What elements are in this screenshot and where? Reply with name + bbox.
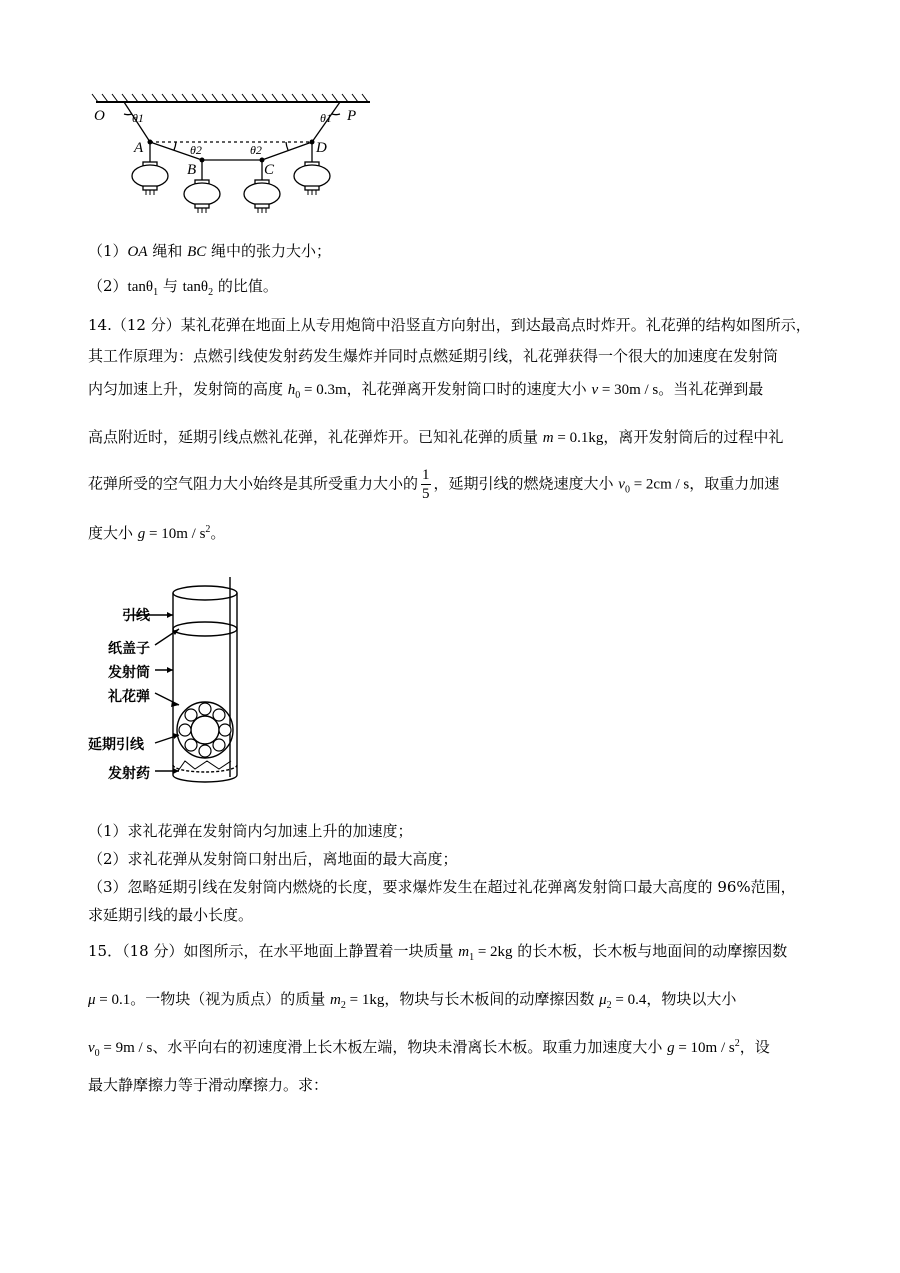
q14-line5: 花弹所受的空气阻力大小始终是其所受重力大小的 $\frac{1}{5}$ ，延期引线的燃烧速度大小 $v_0 = 2cm / s$，取重力加速 bbox=[88, 467, 780, 502]
lantern-icons bbox=[132, 162, 330, 208]
lantern-figure bbox=[90, 92, 380, 227]
q14-sub2: （2）求礼花弹从发射筒口射出后，离地面的最大高度； bbox=[88, 850, 458, 868]
q13-sub2: （2）tanθ$_1$ 与 tanθ$_2$ 的比值。 bbox=[88, 277, 278, 298]
label-fuse: 引线 bbox=[122, 608, 150, 624]
fraction-one-fifth: $\frac{1}{5}$ bbox=[422, 467, 430, 502]
q14-line6: 度大小 $g = 10m / s^2$。 bbox=[88, 524, 226, 542]
label-shell: 礼花弹 bbox=[108, 689, 150, 705]
label-launch-tube: 发射筒 bbox=[108, 665, 150, 681]
q14-line2: 其工作原理为：点燃引线使发射药发生爆炸并同时点燃延期引线，礼花弹获得一个很大的加速度在发射筒 bbox=[88, 347, 779, 365]
q14-sub3-line1: （3）忽略延期引线在发射筒内燃烧的长度，要求爆炸发生在超过礼花弹离发射筒口最大高度的 96%范围， bbox=[88, 878, 796, 896]
point-B: B bbox=[187, 162, 197, 178]
point-A: A bbox=[134, 140, 144, 156]
point-D: D bbox=[316, 140, 327, 156]
point-C: C bbox=[264, 162, 275, 178]
q15-line1: 15．（18 分）如图所示，在水平地面上静置着一块质量 $m_1 = 2kg$ 的长木板，长木板与地面间的动摩擦因数 bbox=[88, 942, 788, 963]
label-paper-lid: 纸盖子 bbox=[108, 641, 150, 657]
q14-line4: 高点附近时，延期引线点燃礼花弹，礼花弹炸开。已知礼花弹的质量 m = 0.1kg，离开发射筒后的过程中礼 bbox=[88, 428, 784, 446]
q15-line2: μ = 0.1。一物块（视为质点）的质量 $m_2 = 1kg$，物块与长木板间的动摩擦因数 $\mu_2 = 0.4$，物块以大小 bbox=[88, 990, 737, 1011]
angle-theta2-right: θ2 bbox=[250, 143, 262, 157]
angle-theta1-left: θ1 bbox=[132, 111, 144, 125]
q15-line4: 最大静摩擦力等于滑动摩擦力。求： bbox=[88, 1076, 329, 1094]
label-delay-fuse: 延期引线 bbox=[88, 737, 144, 753]
label-propellant: 发射药 bbox=[108, 766, 150, 782]
angle-theta1-right: θ1 bbox=[320, 111, 332, 125]
q15-line3: $v_0 = 9m / s$、水平向右的初速度滑上长木板左端，物块未滑离长木板。取重力加速度大小 $g = 10m / s^2$，设 bbox=[88, 1038, 770, 1059]
q14-line1: 14.（12 分）某礼花弹在地面上从专用炮筒中沿竖直方向射出，到达最高点时炸开。礼花弹的结构如图所示， bbox=[88, 316, 811, 334]
q13-sub1: （1）OA 绳和 BC 绳中的张力大小； bbox=[88, 242, 332, 260]
q14-sub1: （1）求礼花弹在发射筒内匀加速上升的加速度； bbox=[88, 822, 413, 840]
q14-sub3-line2: 求延期引线的最小长度。 bbox=[88, 906, 254, 924]
q14-line3: 内匀加速上升，发射筒的高度 $h_0 = 0.3m$，礼花弹离开发射筒口时的速度大小 v = 30m / s。当礼花弹到最 bbox=[88, 380, 764, 401]
point-P: P bbox=[347, 108, 357, 124]
angle-theta2-left: θ2 bbox=[190, 143, 202, 157]
point-O: O bbox=[94, 108, 105, 124]
firework-shell-figure bbox=[95, 575, 265, 790]
